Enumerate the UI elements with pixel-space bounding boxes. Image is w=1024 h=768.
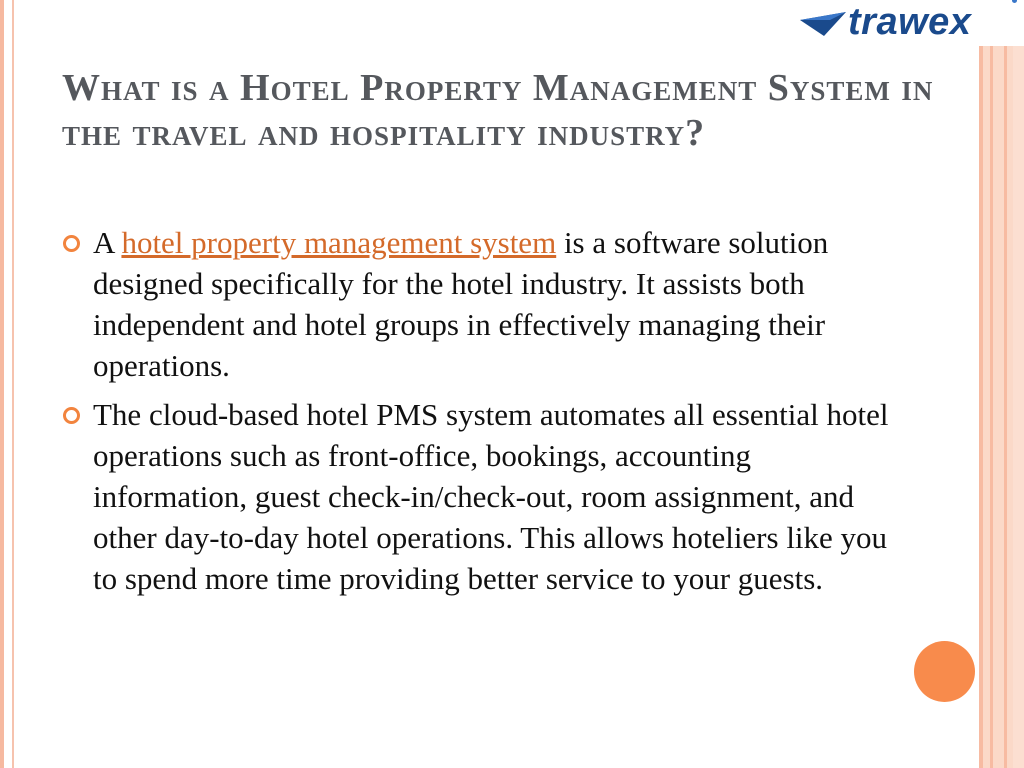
- hotel-pms-link[interactable]: hotel property management system: [121, 225, 557, 260]
- bullet-circle-icon: [63, 407, 80, 424]
- right-stripe: [979, 0, 983, 768]
- bullet-list: [62, 222, 892, 607]
- logo-text: trawex: [848, 1, 972, 43]
- bullet-text-prefix: A: [93, 225, 122, 260]
- trawex-arrow-mark-icon: [800, 8, 846, 36]
- bullet-text-suffix: is a software solution designed specifically for the hotel industry. It assists both independent and hotel groups in effectively managing their operations.: [93, 225, 829, 383]
- trawex-logo: [800, 2, 971, 42]
- left-border-stripe: [0, 0, 4, 768]
- bullet-item: [62, 222, 892, 386]
- bullet-circle-icon: [63, 235, 80, 252]
- left-border-rule: [12, 0, 14, 768]
- slide-title: What is a Hotel Property Management System in the travel and hospitality industry?: [62, 67, 934, 154]
- right-stripe: [990, 0, 993, 768]
- right-stripe: [1013, 0, 1024, 768]
- bullet-text: The cloud-based hotel PMS system automates all essential hotel operations such as front-office, bookings, accounting information, guest check-in/check-out, room assignment, and other day-to-day hotel operations. This allows hoteliers like you to spend more time providing better service to your guests.: [93, 397, 889, 596]
- bullet-item: [62, 394, 892, 599]
- right-stripe: [1004, 0, 1007, 768]
- decorative-orange-circle: [914, 641, 975, 702]
